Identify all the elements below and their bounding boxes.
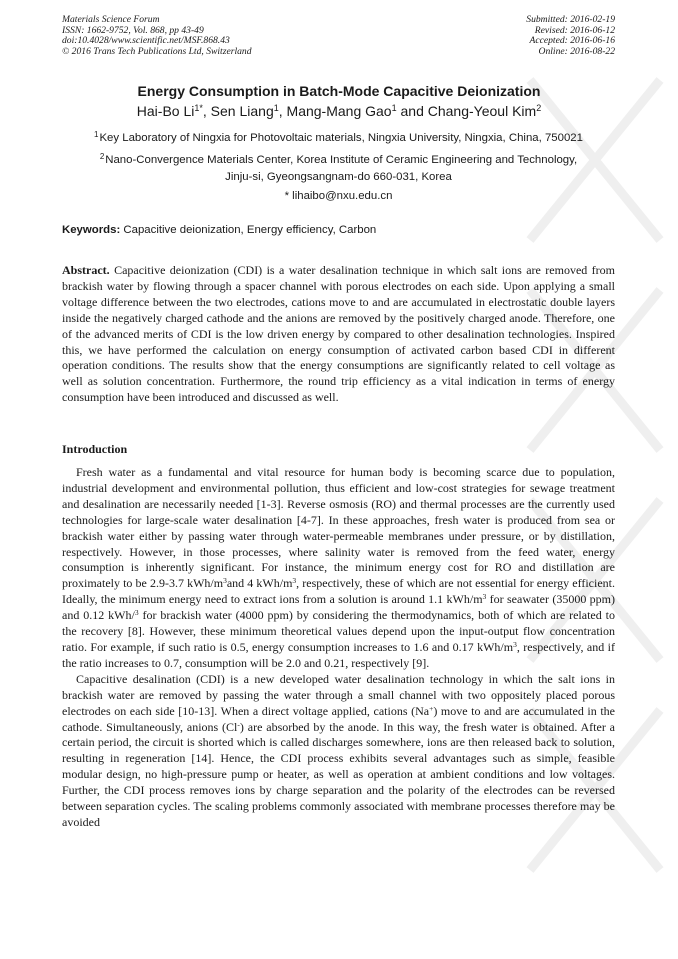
- superscript: 3: [292, 576, 297, 586]
- superscript: 3: [134, 608, 139, 618]
- keywords-label: Keywords:: [62, 224, 121, 236]
- affiliation-2: [62, 152, 615, 186]
- author-sup: 1*: [194, 103, 203, 113]
- author-sep: ,: [278, 103, 287, 119]
- text-run: for seawater (35000 ppm) and 0.12 kWh/: [62, 592, 616, 623]
- affiliation-sup: 2: [99, 152, 105, 161]
- issn-line: ISSN: 1662-9752, Vol. 868, pp 43-49: [62, 24, 204, 36]
- affiliation-1: [62, 130, 615, 147]
- online-date: Online: 2016-08-22: [538, 45, 615, 57]
- section-heading-introduction: Introduction: [62, 442, 128, 456]
- abstract-text: Capacitive deionization (CDI) is a water desalination technique in which salt ions are removed from brackish water by flowing through a spacer channel with porous electrodes on each side. Upon applying a small voltage difference between the two electrodes, cations move to and are accumulated in electrostatic double layers inside the negatively charged cathode and the anions are removed by the positively charged anode. Therefore, one of the advanced merits of CDI is the low driven energy by compared to other desalination technologies. Inspired this, we have performed the calculation on energy consumption of activated carbon based CDI in different operation conditions. The results show that the energy consumptions are significantly related to cell voltage as well as solution concentration. Furthermore, the round trip efficiency as a vital indication in terms of energy consumption have been introduced and discussed as well.: [62, 263, 616, 405]
- author-sup: 2: [536, 103, 542, 113]
- author-list: [0, 103, 678, 119]
- text-run: , respectively, and if the ratio increases to 0.7, consumption will be 2.0 and 0.21, respectively [9].: [62, 639, 615, 670]
- abstract: [62, 263, 615, 406]
- submitted-date: Submitted: 2016-02-19: [526, 14, 615, 25]
- intro-paragraph-2: [62, 672, 615, 831]
- affiliation-sup: 1: [94, 130, 99, 139]
- affiliation-text: Nano-Convergence Materials Center, Korea Institute of Ceramic Engineering and Technology,: [105, 154, 578, 166]
- text-run: , respectively, these of which are not essential for energy efficient. Ideally, the minimum energy need to extract ions from a solution is around 1.1 kWh/m: [62, 576, 615, 607]
- introduction-body: [62, 465, 615, 831]
- text-run: for brackish water (4000 ppm) by considering the thermodynamics, both of which are related to the recovery [8]. However, these minimum theoretical values depend upon the input-output flow concentration ratio. For example, if such ratio is 0.5, energy consumption increases to 1.6 and 0.17 kWh/m: [62, 608, 615, 654]
- keywords: [62, 224, 615, 236]
- journal-name: Materials Science Forum: [62, 14, 160, 25]
- superscript: +: [429, 703, 434, 713]
- doi-line: doi:10.4028/www.scientific.net/MSF.868.43: [62, 35, 230, 47]
- text-run: ) move to and are accumulated in the cathode. Simultaneously, anions (Cl: [62, 703, 615, 734]
- affiliation-text: Key Laboratory of Ningxia for Photovoltaic materials, Ningxia University, Ningxia, China, 750021: [99, 132, 583, 144]
- abstract-label: Abstract.: [62, 263, 110, 277]
- author-name: Hai-Bo Li: [136, 103, 195, 119]
- author-name: Sen Liang: [210, 103, 274, 119]
- author-sup: 1: [391, 103, 397, 113]
- superscript: 3: [513, 639, 517, 649]
- text-run: Capacitive desalination (CDI) is a new developed water desalination technology in which the salt ions in brackish water are removed by passing the water through a small channel with two oppositely placed porous electrodes on each side [10-13]. When a direct voltage applied, cations (Na: [62, 671, 615, 718]
- author-name: Chang-Yeoul Kim: [427, 103, 537, 119]
- superscript: -: [237, 719, 240, 729]
- affiliation-text-line2: Jinju-si, Gyeongsangnam-do 660-031, Korea: [225, 171, 452, 183]
- text-run: ) are absorbed by the anode. In this way, the fresh water is obtained. After a certain period, the circuit is shorted which is called discharges somewhere, ions are then released back to solution, resulting in regeneration [14]. Hence, the CDI process exhibits several advantages such as simple, feasible modular design, no high-pressure pump or heater, as well as operation at ambient conditions and low voltages. Further, the CDI process removes ions by charge separation and the polarity of the electrodes can be reversed between separation cycles. The scaling problems commonly associated with membrane processes therefore may be avoided: [62, 719, 615, 829]
- author-sep: and: [396, 103, 428, 119]
- keywords-text: Capacitive deionization, Energy efficiency, Carbon: [123, 224, 377, 236]
- superscript: 3: [482, 592, 487, 602]
- text-run: Fresh water as a fundamental and vital resource for human body is becoming scarce due to population, industrial development and environmental pollution, thus efficient and low-cost strategies for sewage treatment and desalination are necessarily needed [1-3]. Reverse osmosis (RO) and thermal processes are the currently used technologies for large-scale water desalination [4-7]. In these approaches, fresh water is produced from sea or brackish water either by passing water through water-permeable membranes under pressure, or by distillation, respectively. However, in those processes, where salinity water is removed from the feed water, energy consumption is inherently significant. For instance, the minimum energy cost for RO and distillation are proximately to be 2.9-3.7 kWh/m: [62, 465, 615, 591]
- paper-title: Energy Consumption in Batch-Mode Capacitive Deionization: [137, 83, 541, 99]
- publication-dates: [526, 15, 615, 57]
- corresponding-email: * lihaibo@nxu.edu.cn: [284, 190, 393, 202]
- author-sup: 1: [273, 103, 279, 113]
- revised-date: Revised: 2016-06-12: [534, 24, 615, 36]
- author-sep: ,: [202, 103, 211, 119]
- intro-paragraph-1: [62, 465, 615, 672]
- author-name: Mang-Mang Gao: [286, 103, 392, 119]
- superscript: 3: [223, 576, 227, 586]
- accepted-date: Accepted: 2016-06-16: [529, 35, 615, 47]
- journal-info: [62, 15, 252, 57]
- copyright-line: © 2016 Trans Tech Publications Ltd, Switzerland: [62, 45, 252, 57]
- text-run: and 4 kWh/m: [226, 576, 293, 591]
